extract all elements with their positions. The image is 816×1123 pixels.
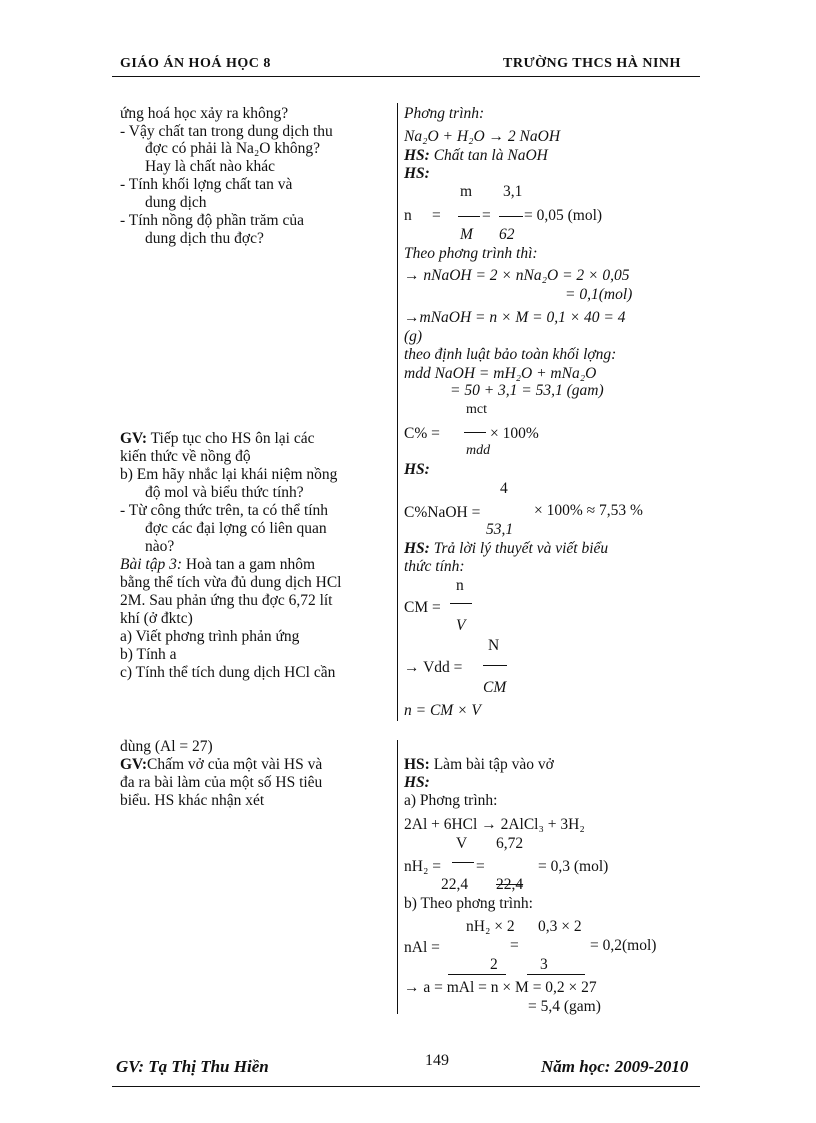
formula-lhs: CM = xyxy=(404,599,441,616)
formula-result: = 0,05 (mol) xyxy=(524,207,603,224)
fraction-numerator: 6,72 xyxy=(496,835,524,852)
formula-line: = 5,4 (gam) xyxy=(528,998,601,1015)
formula-line: (g) xyxy=(404,328,423,345)
text-line: dùng (Al = 27) xyxy=(120,738,213,755)
gv-text: Tiếp tục cho HS ôn lại các xyxy=(147,430,315,447)
formula-line: = 50 + 3,1 = 53,1 (gam) xyxy=(450,382,604,399)
fraction-numerator: 0,3 × 2 xyxy=(538,918,582,935)
formula-lhs: n xyxy=(404,207,412,224)
formula-line: n = CM × V xyxy=(404,702,481,719)
formula-lhs: C% = xyxy=(404,425,440,442)
exercise-text: Hoà tan a gam nhôm xyxy=(182,556,316,573)
text-line: dung dịch thu đợc? xyxy=(145,230,264,247)
hs-text: Chất tan là NaOH xyxy=(429,147,548,164)
text-line: ứng hoá học xảy ra không? xyxy=(120,105,289,122)
hs-label: HS: xyxy=(404,147,430,164)
fraction-bar xyxy=(499,216,523,217)
text-line: đợc có phải là Na₂O không? xyxy=(145,140,321,157)
exercise-item-b: b) Tính a xyxy=(120,646,177,663)
fraction-numerator: 4 xyxy=(500,480,508,497)
hs-label: HS: xyxy=(404,461,430,478)
fraction-numerator: V xyxy=(456,835,468,852)
text-line: đa ra bài làm của một số HS tiêu xyxy=(120,774,323,791)
exercise-item-a: a) Viết phơng trình phản ứng xyxy=(120,628,300,645)
fraction-denominator: 62 xyxy=(499,226,515,243)
fraction-numerator: m xyxy=(460,183,473,200)
footer-rule xyxy=(112,1086,700,1087)
text-line: Hay là chất nào khác xyxy=(145,158,275,175)
bullet-item: - Từ công thức trên, ta có thể tính xyxy=(120,502,329,519)
fraction-numerator: mct xyxy=(466,402,487,417)
text-line: a) Phơng trình: xyxy=(404,792,498,809)
fraction-denominator: 3 xyxy=(540,956,548,973)
fraction-bar xyxy=(448,974,506,975)
fraction-denominator: 22,4 xyxy=(496,876,524,893)
hs-label: HS: xyxy=(404,774,430,791)
formula-line: → nNaOH = 2 × nNa₂O = 2 × 0,05 xyxy=(404,267,630,284)
fraction-bar xyxy=(458,216,480,217)
formula-eq: = xyxy=(510,937,519,954)
formula-line: mdd NaOH = mH₂O + mNa₂O xyxy=(404,365,597,382)
fraction-denominator: 22,4 xyxy=(441,876,469,893)
hs-text: Trả lời lý thuyết và viết biểu xyxy=(429,540,609,557)
gv-note-1 xyxy=(120,431,314,447)
text-line: b) Theo phơng trình: xyxy=(404,895,533,912)
text-line: biểu. HS khác nhận xét xyxy=(120,792,265,809)
equation: 2Al + 6HCl → 2AlCl₃ + 3H₂ xyxy=(404,816,585,833)
formula-rhs: × 100% xyxy=(490,425,539,442)
fraction-bar xyxy=(483,665,507,666)
fraction-bar xyxy=(527,974,585,975)
equation-heading: Phơng trình: xyxy=(404,105,485,122)
hs-answer-4 xyxy=(404,541,608,557)
fraction-denominator: 2 xyxy=(490,956,498,973)
formula-lhs: → Vdd = xyxy=(404,659,463,676)
text-line: kiến thức về nồng độ xyxy=(120,448,251,465)
text-line: thức tính: xyxy=(404,558,465,575)
fraction-numerator: N xyxy=(488,637,500,654)
hs-label: HS: xyxy=(404,165,430,182)
hs-label: HS: xyxy=(404,756,430,773)
gv-label: GV: xyxy=(120,756,147,773)
fraction-denominator: M xyxy=(460,226,473,243)
gv-note-2 xyxy=(120,757,322,773)
formula-line: →mNaOH = n × M = 0,1 × 40 = 4 xyxy=(404,309,626,326)
header-right: TRƯỜNG THCS HÀ NINH xyxy=(503,56,681,71)
equation: Na₂O + H₂O → 2 NaOH xyxy=(404,128,561,145)
gv-text: Chấm vở của một vài HS và xyxy=(147,756,323,773)
gv-label: GV: xyxy=(120,430,147,447)
text-line: Theo phơng trình thì: xyxy=(404,245,538,262)
text-line: khí (ở đktc) xyxy=(120,610,193,627)
formula-lhs: nH₂ = xyxy=(404,858,441,875)
text-line: theo định luật bảo toàn khối lợng: xyxy=(404,346,617,363)
bullet-item: - Tính nồng độ phần trăm của xyxy=(120,212,304,229)
fraction-denominator: mdd xyxy=(466,443,491,458)
fraction-bar xyxy=(452,862,474,863)
header-rule xyxy=(112,76,700,77)
bullet-item: - Tính khối lợng chất tan và xyxy=(120,176,293,193)
fraction-bar xyxy=(464,432,486,433)
formula-eq: = xyxy=(432,207,441,224)
formula-line: = 0,1(mol) xyxy=(565,286,633,303)
question-b: b) Em hãy nhắc lại khái niệm nồng xyxy=(120,466,338,483)
fraction-denominator: 53,1 xyxy=(486,521,514,538)
hs-text: Làm bài tập vào vở xyxy=(429,756,554,773)
text-line: độ mol và biểu thức tính? xyxy=(145,484,304,501)
text-line: đợc các đại lợng có liên quan xyxy=(145,520,327,537)
author-signature: GV: Tạ Thị Thu Hiền xyxy=(116,1057,269,1076)
fraction-bar xyxy=(450,603,472,604)
exercise-item-c: c) Tính thể tích dung dịch HCl cần xyxy=(120,664,336,681)
exercise-label: Bài tập 3: xyxy=(120,556,182,573)
text-line: nào? xyxy=(145,538,175,555)
header-left: GIÁO ÁN HOÁ HỌC 8 xyxy=(120,56,271,71)
fraction-denominator: CM xyxy=(483,679,507,696)
formula-lhs: C%NaOH = xyxy=(404,504,481,521)
formula-result: = 0,3 (mol) xyxy=(538,858,609,875)
school-year: Năm học: 2009-2010 xyxy=(541,1057,689,1076)
hs-label: HS: xyxy=(404,540,430,557)
bullet-item: - Vậy chất tan trong dung dịch thu xyxy=(120,123,333,140)
exercise-3 xyxy=(120,557,315,573)
formula-result: = 0,2(mol) xyxy=(590,937,657,954)
text-line: dung dịch xyxy=(145,194,207,211)
hs-answer-1 xyxy=(404,148,548,164)
formula-line: → a = mAl = n × M = 0,2 × 27 xyxy=(404,979,597,996)
column-divider-top xyxy=(397,103,398,721)
text-line: bằng thể tích vừa đủ dung dịch HCl xyxy=(120,574,342,591)
fraction-numerator: nH₂ × 2 xyxy=(466,918,515,935)
fraction-denominator: V xyxy=(456,617,466,634)
text-line: 2M. Sau phản ứng thu đợc 6,72 lít xyxy=(120,592,333,609)
formula-lhs: nAl = xyxy=(404,939,440,956)
hs-answer-5 xyxy=(404,757,554,773)
formula-rhs: × 100% ≈ 7,53 % xyxy=(534,502,643,519)
fraction-numerator: 3,1 xyxy=(503,183,523,200)
column-divider-bottom xyxy=(397,740,398,1014)
page-number: 149 xyxy=(425,1052,449,1069)
fraction-numerator: n xyxy=(456,577,464,594)
